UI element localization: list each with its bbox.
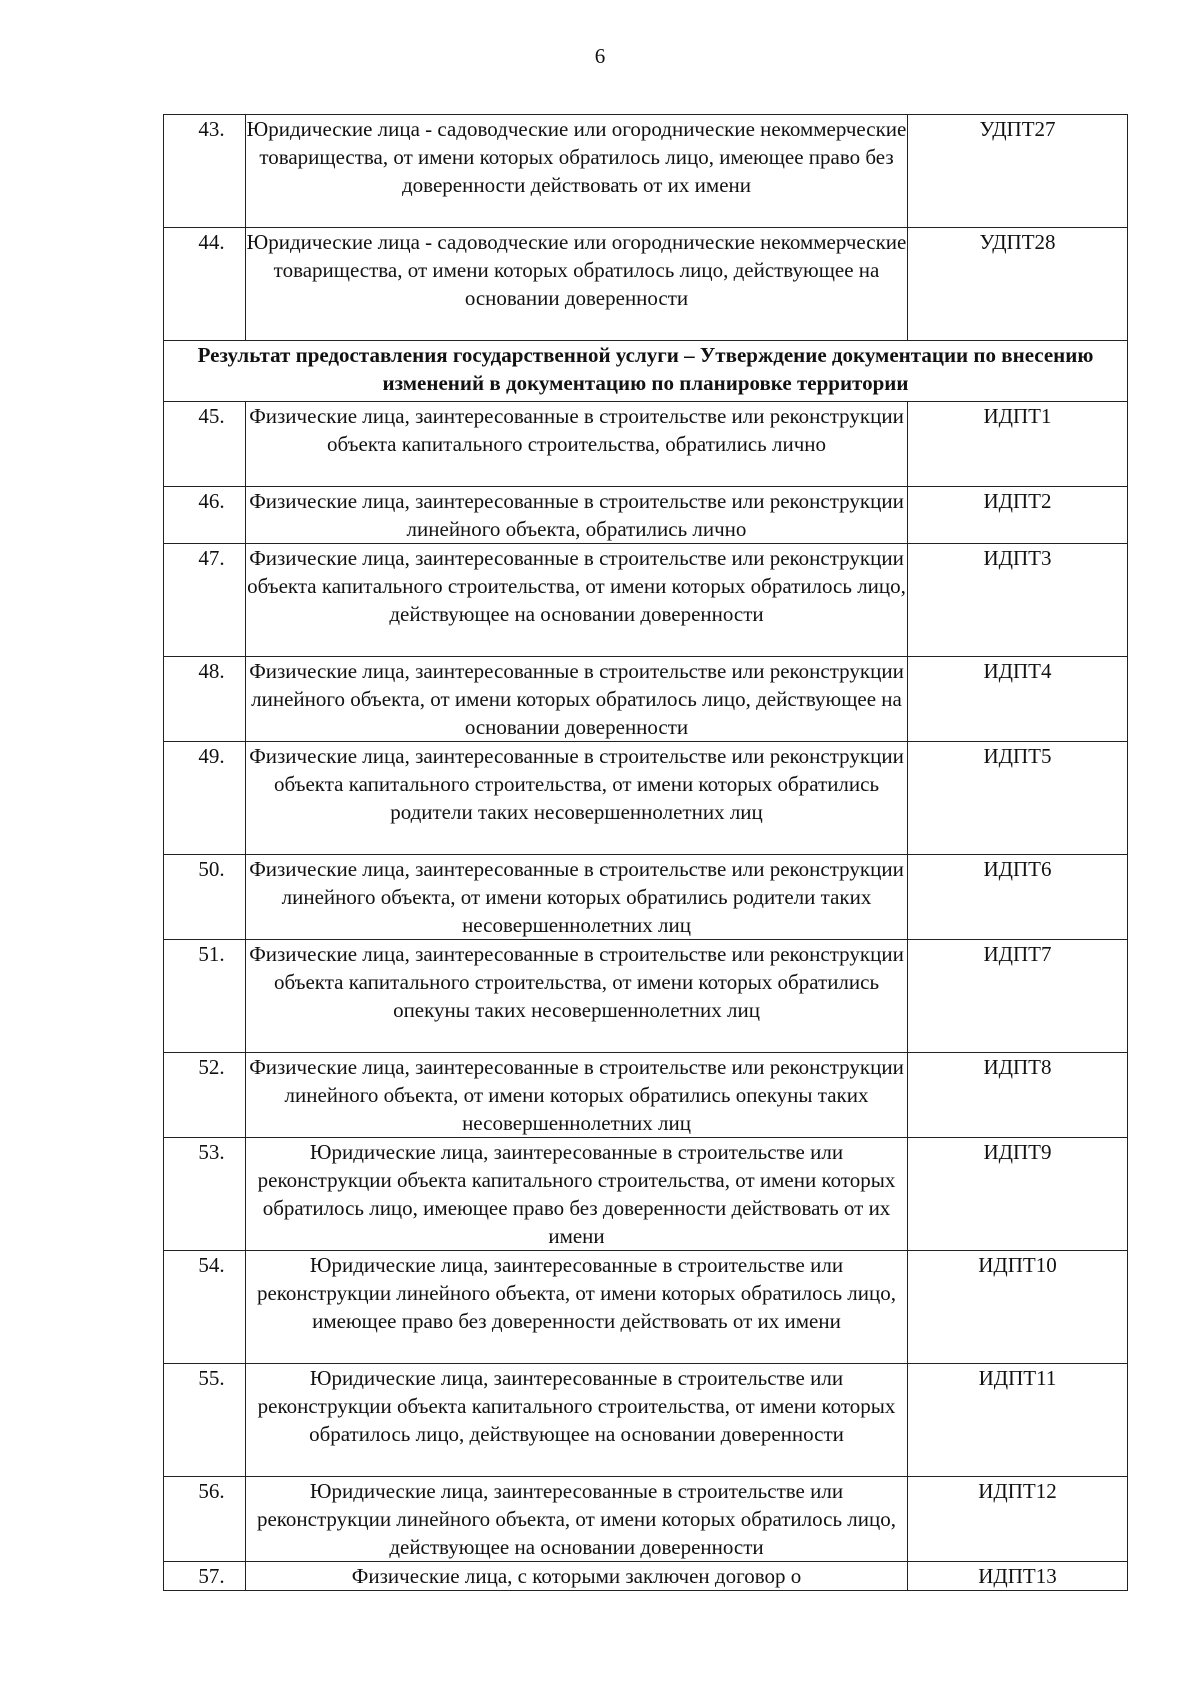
row-number: 52.	[198, 1055, 225, 1079]
table-row	[164, 657, 1128, 742]
row-number: 44.	[198, 230, 225, 254]
row-code: ИДПТ5	[908, 742, 1128, 855]
table-row	[164, 940, 1128, 1053]
row-description: Физические лица, заинтересованные в строительстве или реконструкции объекта капитального строительства, от имени которых обратились опекуны таких несовершеннолетних лиц	[246, 940, 908, 1053]
row-description: Юридические лица, заинтересованные в строительстве или реконструкции объекта капитального строительства, от имени которых обратилось лицо, имеющее право без доверенности действовать от их имени	[246, 1138, 908, 1251]
row-description: Физические лица, заинтересованные в строительстве или реконструкции объекта капитального строительства, от имени которых обратились родители таких несовершеннолетних лиц	[246, 742, 908, 855]
row-code: ИДПТ13	[908, 1562, 1128, 1591]
row-code: ИДПТ6	[908, 855, 1128, 940]
row-description: Физические лица, заинтересованные в строительстве или реконструкции линейного объекта, от имени которых обратились родители таких несовершеннолетних лиц	[246, 855, 908, 940]
row-code: ИДПТ3	[908, 544, 1128, 657]
row-code: ИДПТ2	[908, 487, 1128, 544]
applicant-table	[163, 114, 1128, 1591]
row-code: ИДПТ9	[908, 1138, 1128, 1251]
row-code: ИДПТ11	[908, 1364, 1128, 1477]
table-row	[164, 402, 1128, 487]
table-row	[164, 1364, 1128, 1477]
row-number: 45.	[198, 404, 225, 428]
row-description: Физические лица, заинтересованные в строительстве или реконструкции объекта капитального строительства, от имени которых обратилось лицо, действующее на основании доверенности	[246, 544, 908, 657]
section-heading-row	[164, 341, 1128, 402]
page-number: 6	[594, 44, 606, 68]
row-code: УДПТ28	[908, 228, 1128, 341]
row-number: 49.	[198, 744, 225, 768]
table-row	[164, 1053, 1128, 1138]
table-row	[164, 1477, 1128, 1562]
table-row	[164, 1251, 1128, 1364]
row-code: ИДПТ7	[908, 940, 1128, 1053]
row-number: 43.	[198, 117, 225, 141]
section-heading: Результат предоставления государственной услуги – Утверждение документации по внесению изменений в документацию по планировке территории	[164, 341, 1128, 402]
row-description: Физические лица, заинтересованные в строительстве или реконструкции линейного объекта, обратились лично	[246, 487, 908, 544]
row-number: 55.	[198, 1366, 225, 1390]
row-number: 47.	[198, 546, 225, 570]
row-description: Физические лица, с которыми заключен договор о	[246, 1562, 908, 1591]
table-row	[164, 1562, 1128, 1591]
row-code: ИДПТ1	[908, 402, 1128, 487]
row-number: 54.	[198, 1253, 225, 1277]
row-code: ИДПТ4	[908, 657, 1128, 742]
row-number: 57.	[198, 1564, 225, 1588]
row-code: ИДПТ8	[908, 1053, 1128, 1138]
row-description: Юридические лица, заинтересованные в строительстве или реконструкции линейного объекта, от имени которых обратилось лицо, имеющее право без доверенности действовать от их имени	[246, 1251, 908, 1364]
row-number: 46.	[198, 489, 225, 513]
row-number: 51.	[198, 942, 225, 966]
row-code: ИДПТ10	[908, 1251, 1128, 1364]
row-number: 53.	[198, 1140, 225, 1164]
table-row	[164, 228, 1128, 341]
table-row	[164, 1138, 1128, 1251]
table-row	[164, 487, 1128, 544]
row-description: Физические лица, заинтересованные в строительстве или реконструкции объекта капитального строительства, обратились лично	[246, 402, 908, 487]
row-number: 48.	[198, 659, 225, 683]
row-code: ИДПТ12	[908, 1477, 1128, 1562]
row-description: Физические лица, заинтересованные в строительстве или реконструкции линейного объекта, от имени которых обратились опекуны таких несовершеннолетних лиц	[246, 1053, 908, 1138]
row-description: Юридические лица - садоводческие или огороднические некоммерческие товарищества, от имени которых обратилось лицо, имеющее право без доверенности действовать от их имени	[246, 115, 908, 228]
row-number: 50.	[198, 857, 225, 881]
table-row	[164, 855, 1128, 940]
table-row	[164, 742, 1128, 855]
table-row	[164, 544, 1128, 657]
row-description: Юридические лица, заинтересованные в строительстве или реконструкции объекта капитального строительства, от имени которых обратилось лицо, действующее на основании доверенности	[246, 1364, 908, 1477]
row-description: Физические лица, заинтересованные в строительстве или реконструкции линейного объекта, от имени которых обратилось лицо, действующее на основании доверенности	[246, 657, 908, 742]
row-code: УДПТ27	[908, 115, 1128, 228]
row-number: 56.	[198, 1479, 225, 1503]
row-description: Юридические лица - садоводческие или огороднические некоммерческие товарищества, от имени которых обратилось лицо, действующее на основании доверенности	[246, 228, 908, 341]
table-row	[164, 115, 1128, 228]
row-description: Юридические лица, заинтересованные в строительстве или реконструкции линейного объекта, от имени которых обратилось лицо, действующее на основании доверенности	[246, 1477, 908, 1562]
